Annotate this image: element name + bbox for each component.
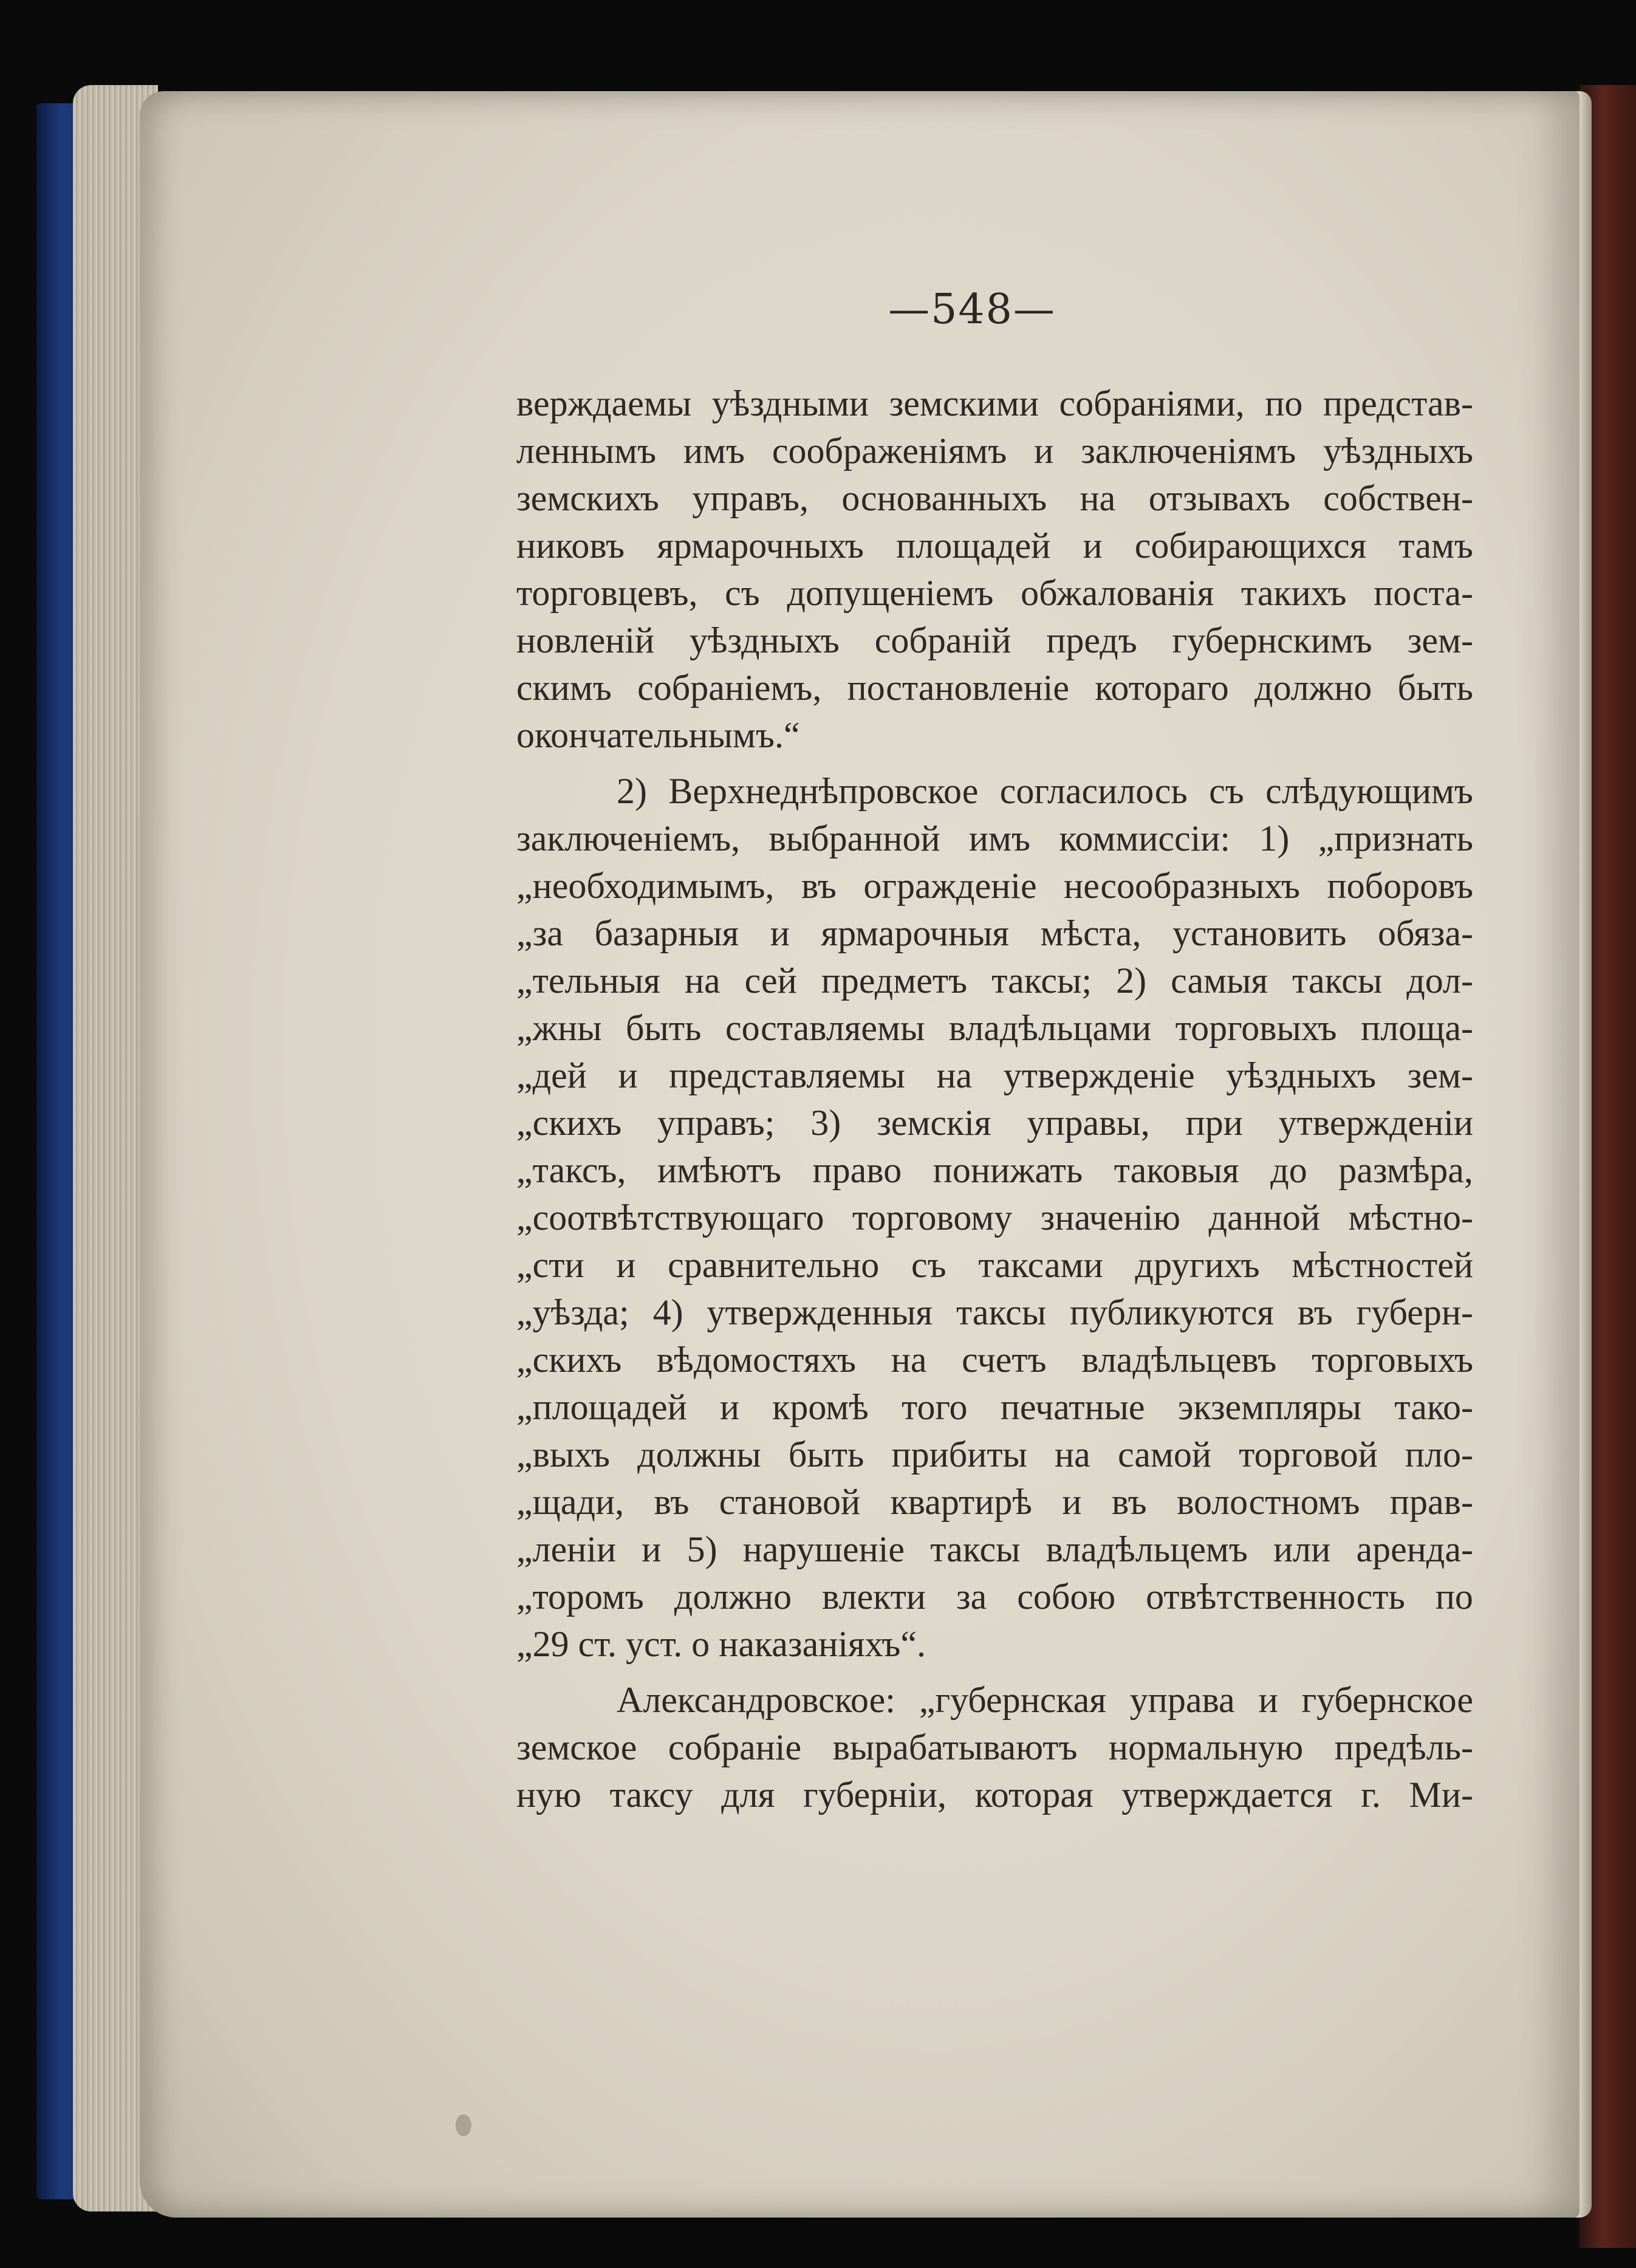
- text-line: „леніи и 5) нарушеніе таксы владѣльцемъ или аренда-: [516, 1529, 1473, 1569]
- text-line: леннымъ имъ соображеніямъ и заключеніямъ уѣздныхъ: [516, 431, 1473, 471]
- page-number: —548—: [888, 286, 1056, 334]
- text-line: окончательнымъ.“: [516, 715, 800, 755]
- text-line: торговцевъ, съ допущеніемъ обжалованія такихъ поста-: [516, 573, 1473, 613]
- paragraph-gap: [516, 759, 1473, 767]
- text-line: „29 ст. уст. о наказаніяхъ“.: [516, 1624, 926, 1664]
- text-line: „сти и сравнительно съ таксами другихъ мѣстностей: [516, 1245, 1473, 1285]
- text-line: „скихъ вѣдомостяхъ на счетъ владѣльцевъ торговыхъ: [516, 1340, 1473, 1380]
- text-line: „за базарныя и ярмарочныя мѣста, установить обяза-: [516, 913, 1473, 953]
- text-line: „таксъ, имѣютъ право понижать таковыя до размѣра,: [516, 1150, 1473, 1190]
- text-line: скимъ собраніемъ, постановленіе котораго должно быть: [516, 668, 1473, 708]
- text-line: земское собраніе вырабатываютъ нормальную предѣль-: [516, 1727, 1473, 1767]
- text-line: „необходимымъ, въ огражденіе несообразныхъ поборовъ: [516, 866, 1473, 906]
- text-line: ную таксу для губерніи, которая утверждается г. Ми-: [516, 1775, 1473, 1815]
- text-line: никовъ ярмарочныхъ площадей и собирающихся тамъ: [516, 526, 1473, 566]
- text-line: „дей и представляемы на утвержденіе уѣздныхъ зем-: [516, 1055, 1473, 1095]
- text-line: „торомъ должно влекти за собою отвѣтственность по: [516, 1577, 1473, 1617]
- text-line: Александровское: „губернская управа и губернское: [617, 1680, 1473, 1720]
- text-line: заключеніемъ, выбранной имъ коммиссіи: 1) „признать: [516, 818, 1473, 858]
- text-line: „выхъ должны быть прибиты на самой торговой пло-: [516, 1434, 1473, 1475]
- text-line: „щади, въ становой квартирѣ и въ волостномъ прав-: [516, 1482, 1473, 1522]
- text-line: „жны быть составляемы владѣльцами торговыхъ площа-: [516, 1008, 1473, 1048]
- text-line: „уѣзда; 4) утвержденныя таксы публикуются въ губерн-: [516, 1292, 1473, 1332]
- page-text: [516, 380, 1473, 1818]
- text-line: „скихъ управъ; 3) земскія управы, при утвержденіи: [516, 1103, 1473, 1143]
- text-line: верждаемы уѣздными земскими собраніями, по представ-: [516, 383, 1473, 423]
- text-line: 2) Верхнеднѣпровское согласилось съ слѣдующимъ: [617, 771, 1473, 811]
- paragraph-gap: [516, 1668, 1473, 1676]
- text-line: новленій уѣздныхъ собраній предъ губернскимъ зем-: [516, 620, 1473, 660]
- text-line: „тельныя на сей предметъ таксы; 2) самыя таксы дол-: [516, 961, 1473, 1001]
- page-smudge: [456, 2114, 471, 2136]
- text-line: „соотвѣтствующаго торговому значенію данной мѣстно-: [516, 1197, 1473, 1238]
- text-line: „площадей и кромѣ того печатные экземпляры тако-: [516, 1387, 1473, 1427]
- text-line: земскихъ управъ, основанныхъ на отзывахъ собствен-: [516, 478, 1473, 518]
